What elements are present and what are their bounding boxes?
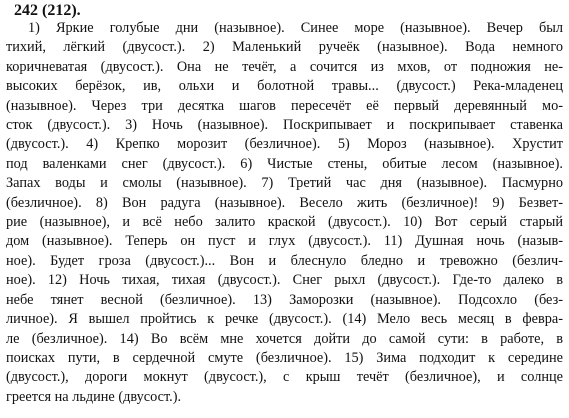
text-line: (безличное). 8) Вон радуга (назывное). Весело жить (безличное)! 9) Безвет- — [6, 194, 563, 211]
text-line: тихий, лёгкий (двусост.). 2) Маленький ручеёк (назывное). Вода немного — [6, 39, 563, 56]
text-line: ное). Будет гроза (двусост.)... Вон и блеснуло бледно и тревожно (безлич- — [6, 252, 563, 269]
text-line: греется на льдине (двусост.). — [6, 388, 182, 405]
text-line: (назывное). Через три десятка шагов пересечёт её первый деревянный мо- — [6, 97, 563, 114]
text-line: рие (назывное), и всё небо залито краской (двусост.). 10) Вот серый старый — [6, 214, 563, 231]
text-line: сток (двусост.). 3) Ночь (назывное). Поскрипывает и поскрипывает ставенка — [6, 117, 563, 134]
text-line: (двусост.). 4) Крепко морозит (безличное). 5) Мороз (назывное). Хрустит — [6, 136, 563, 153]
text-line: 1) Яркие голубые дни (назывное). Синее море (назывное). Вечер был — [28, 20, 563, 36]
text-line: небе тянет весной (безличное). 13) Заморозки (назывное). Подсохло (без- — [6, 291, 563, 308]
exercise-number: 242 (212). — [14, 2, 81, 19]
text-line: личное). Я вышел пройтись к речке (двусост.). (14) Мело весь месяц в февра- — [6, 311, 563, 328]
text-line: Запах воды и смолы (назывное). 7) Третий час дня (назывное). Пасмурно — [6, 175, 563, 192]
text-line: под валенками снег (двусост.). 6) Чистые стены, обитые лесом (назывное). — [6, 155, 563, 172]
exercise-answer-text — [6, 19, 563, 407]
text-line: ное). 12) Ночь тихая, тихая (двусост.). Снег рыхл (двусост.). Где-то далеко в — [6, 272, 563, 289]
text-line: дом (назывное). Теперь он пуст и глух (двусост.). 11) Душная ночь (назыв- — [6, 233, 563, 250]
text-line: коричневатая (двусост.). Она не течёт, а сочится из мхов, от подножия не- — [6, 58, 563, 75]
text-line: высоких берёзок, ив, ольхи и болотной травы... (двусост.) Река-младенец — [6, 78, 563, 95]
text-line: ле (безличное). 14) Во всём мне хочется дойти до самой сути: в работе, в — [6, 330, 563, 347]
text-line: поисках пути, в сердечной смуте (безличное). 15) Зима подходит к середине — [6, 349, 563, 366]
text-line: (двусост.), дороги мокнут (двусост.), с крыш течёт (безличное), и солнце — [6, 369, 563, 386]
